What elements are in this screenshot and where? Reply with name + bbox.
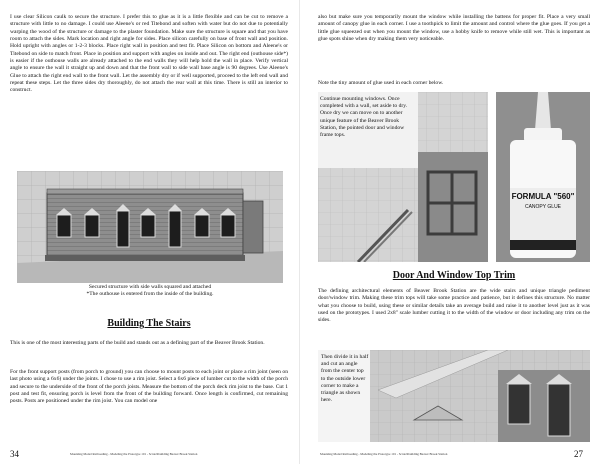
page-number-right: 27 [574,449,583,459]
photo-note-triangle: Then divide it in half and cut an angle from the center top to the outside lower corner to make a triangle as shown here. [321,354,369,404]
glue-label-brand: FORMULA "560" [511,192,575,201]
structure-photo [17,171,283,283]
left-paragraph-3: For the front support posts (from porch to ground) you can choose to mount posts to each joint or place a rim joint (seen on last photo using a 6x6) under the joints. I chose to use a rim joist. Select a 6x6 piece of lumber cut to the width of the porch and secure to the underside of the front of the porch joists. Measure the bottom of the porch deck rim joist to the base. Cut 1 post and test fit, ensuring porch is level from the front of the building forward. Once length is confirmed, cut remaining posts. Posts are positioned under the rim joist. You can model one [10,369,288,405]
page-number-left: 34 [10,449,19,459]
left-paragraph-1: I use clear Silicon caulk to secure the structure. I prefer this to glue as it is a little flexible and can be cut to remove a structure with little to no damage. I could use Aleene's or red Titebond and soften with water but do not due to potentially warping the wood of the structure or damage to the plaster foundation. Make sure the structure is square and that you have room to attach the sides. Mark location and right angle for sides. Place silicon carefully on base of front wall and position. Hold upright with angles or 1-2-3 blocks. Place right wall in position and test fit. Place Silicon on bottom and Aleene's or Titebond on side to match front. Place in position and support with angles on inside and out. The right end (outhouse side*) is easier if the outhouse walls are already attached to the end walls they will help hold the wall in place. Verify vertical angle to ensure the wall it straight up and down and that the front wall to side wall base angle is 90 degrees. Use Aleene's Glue to attach the right end wall to the front wall. Let the assembly dry or if well supported, proceed to the left end wall and repeat these steps. Let the three sides dry thoroughly, do not attach the rear wall at this time. There is still an interior to construct. [10,14,288,94]
section-heading-trim: Door And Window Top Trim [392,270,516,281]
footer-text-left: Mounting Model Railroading - Modeling the Prototype 101 - Scratchbuilding Beaver Brook Station [70,452,198,456]
left-paragraph-2: This is one of the most interesting parts of the build and stands out as a defining part of the Beaver Brook Station. [10,340,265,346]
note-line: Note the tiny amount of glue used in each corner below. [318,80,444,86]
glue-label-name: CANOPY GLUE [524,204,562,210]
photo-note-windows: Continue mounting windows. Once completed with a wall, set aside to dry. Once dry we can move on to another unique feature of the Beaver Brook Station, the pointed door and window frame tops. [320,96,408,139]
glue-bottle-photo [496,92,590,262]
photo-caption-2: *The outhouse is entered from the inside of the building. [86,291,214,297]
right-page [300,0,600,464]
photo-caption-1: Secured structure with side walls squared and attached [88,284,212,290]
section-heading-stairs: Building The Stairs [107,318,191,329]
right-paragraph-2: The defining architectural elements of Beaver Brook Station are the wide stairs and unique triangle pediment door/window trim. Making these trim tops will take some practice and patience, but it defines this structure. No matter what you choose to build, using these or similar details take an average build and raise it to another level just as it was used on the prototypes. I used 2x8" scale lumber cutting it to the width of the window or door including any trim on the sides. [318,288,590,324]
right-paragraph-1: also but make sure you temporarily mount the window while installing the battens for proper fit. Place a very small amount of canopy glue in each corner. I use a toothpick to limit the amount and control where the glue goes. If you get a little glue squeezed out when you mount the window, use a hobby knife to remove while still wet. This is important as glue spots shine when dry making them very noticeable. [318,14,590,43]
footer-text-right: Mounting Model Railroading - Modeling the Prototype 101 - Scratchbuilding Beaver Brook Station [320,452,448,456]
